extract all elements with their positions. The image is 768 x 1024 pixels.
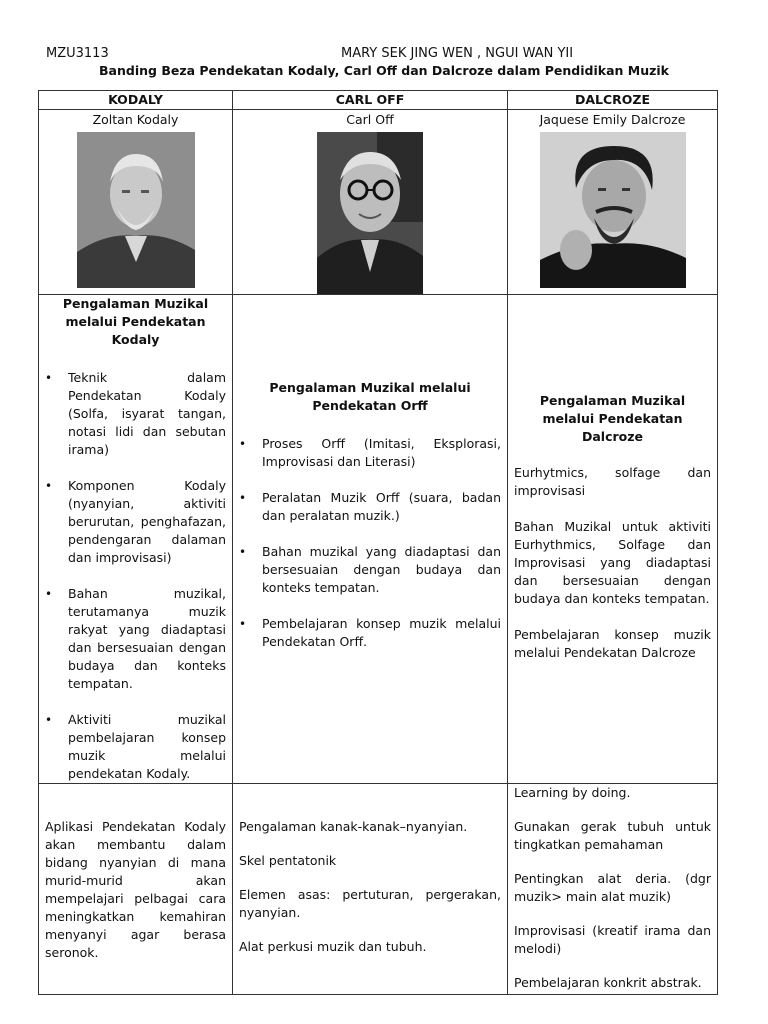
document-title: Banding Beza Pendekatan Kodaly, Carl Off dan Dalcroze dalam Pendidikan Muzik	[99, 63, 669, 78]
orff-paragraph: Elemen asas: pertuturan, pergerakan, nyanyian.	[239, 887, 501, 920]
kodaly-name: Zoltan Kodaly	[92, 112, 179, 127]
kodaly-portrait	[77, 132, 195, 288]
list-item: • Proses Orff (Imitasi, Eksplorasi, Improvisasi dan Literasi)	[239, 435, 501, 471]
orff-paragraph: Alat perkusi muzik dan tubuh.	[239, 939, 427, 954]
orff-name: Carl Off	[346, 112, 394, 127]
document-header	[46, 46, 722, 62]
list-item: • Bahan muzikal, terutamanya muzik rakyat yang diadaptasi dan bersesuaian dengan budaya dan konteks tempatan.	[45, 585, 226, 693]
list-item: • Teknik dalam Pendekatan Kodaly (Solfa, isyarat tangan, notasi lidi dan sebutan irama)	[45, 369, 226, 459]
orff-portrait-cell	[233, 110, 508, 295]
list-item: • Aktiviti muzikal pembelajaran konsep muzik melalui pendekatan Kodaly.	[45, 711, 226, 783]
list-item: • Pembelajaran konsep muzik melalui Pendekatan Orff.	[239, 615, 501, 651]
experience-row	[39, 295, 718, 784]
author-names: MARY SEK JING WEN , NGUI WAN YII	[341, 46, 574, 61]
list-item: • Bahan muzikal yang diadaptasi dan bersesuaian dengan budaya dan konteks tempatan.	[239, 543, 501, 597]
list-item: • Peralatan Muzik Orff (suara, badan dan peralatan muzik.)	[239, 489, 501, 525]
orff-experience-cell	[233, 295, 508, 784]
dalcroze-portrait-cell	[508, 110, 718, 295]
dalcroze-application-cell	[508, 784, 718, 995]
dalcroze-paragraph: Eurhytmics, solfage dan improvisasi	[514, 465, 711, 498]
dalcroze-paragraph: Pentingkan alat deria. (dgr muzik> main alat muzik)	[514, 871, 711, 904]
dalcroze-experience-cell	[508, 295, 718, 784]
dalcroze-heading: Pengalaman Muzikal melalui Pendekatan Dalcroze	[539, 393, 686, 444]
column-header-carl-off: CARL OFF	[233, 91, 508, 110]
dalcroze-paragraph: Gunakan gerak tubuh untuk tingkatkan pemahaman	[514, 819, 711, 852]
kodaly-list	[45, 369, 226, 783]
application-row	[39, 784, 718, 995]
orff-heading: Pengalaman Muzikal melalui Pendekatan Orff	[269, 380, 471, 413]
portrait-row	[39, 110, 718, 295]
dalcroze-paragraph: Improvisasi (kreatif irama dan melodi)	[514, 923, 711, 956]
kodaly-application-cell	[39, 784, 233, 995]
dalcroze-paragraph: Pembelajaran konkrit abstrak.	[514, 975, 702, 990]
dalcroze-portrait	[540, 132, 686, 288]
kodaly-application-text: Aplikasi Pendekatan Kodaly akan membantu dalam bidang nyanyian di mana murid-murid akan mempelajari pelbagai cara meningkatkan kemahiran menyanyi agar berasa seronok.	[45, 819, 226, 960]
orff-portrait	[317, 132, 423, 294]
course-code: MZU3113	[46, 46, 109, 61]
orff-paragraph: Skel pentatonik	[239, 853, 337, 868]
orff-application-cell	[233, 784, 508, 995]
dalcroze-paragraph: Learning by doing.	[514, 785, 631, 800]
dalcroze-name: Jaquese Emily Dalcroze	[539, 112, 686, 127]
dalcroze-paragraph: Pembelajaran konsep muzik melalui Pendekatan Dalcroze	[514, 627, 711, 660]
dalcroze-paragraph: Bahan Muzikal untuk aktiviti Eurhythmics, Solfage dan Improvisasi yang diadaptasi dan bersesuaian dengan budaya dan konteks tempatan.	[514, 519, 711, 606]
orff-paragraph: Pengalaman kanak-kanak–nyanyian.	[239, 819, 468, 834]
kodaly-portrait-cell	[39, 110, 233, 295]
kodaly-experience-cell	[39, 295, 233, 784]
comparison-table	[38, 90, 718, 995]
column-header-kodaly: KODALY	[39, 91, 233, 110]
orff-list	[239, 435, 501, 651]
table-header-row	[39, 91, 718, 110]
kodaly-heading: Pengalaman Muzikal melalui Pendekatan Kodaly	[62, 296, 209, 347]
list-item: • Komponen Kodaly (nyanyian, aktiviti berurutan, penghafazan, pendengaran dalaman dan improvisasi)	[45, 477, 226, 567]
column-header-dalcroze: DALCROZE	[508, 91, 718, 110]
